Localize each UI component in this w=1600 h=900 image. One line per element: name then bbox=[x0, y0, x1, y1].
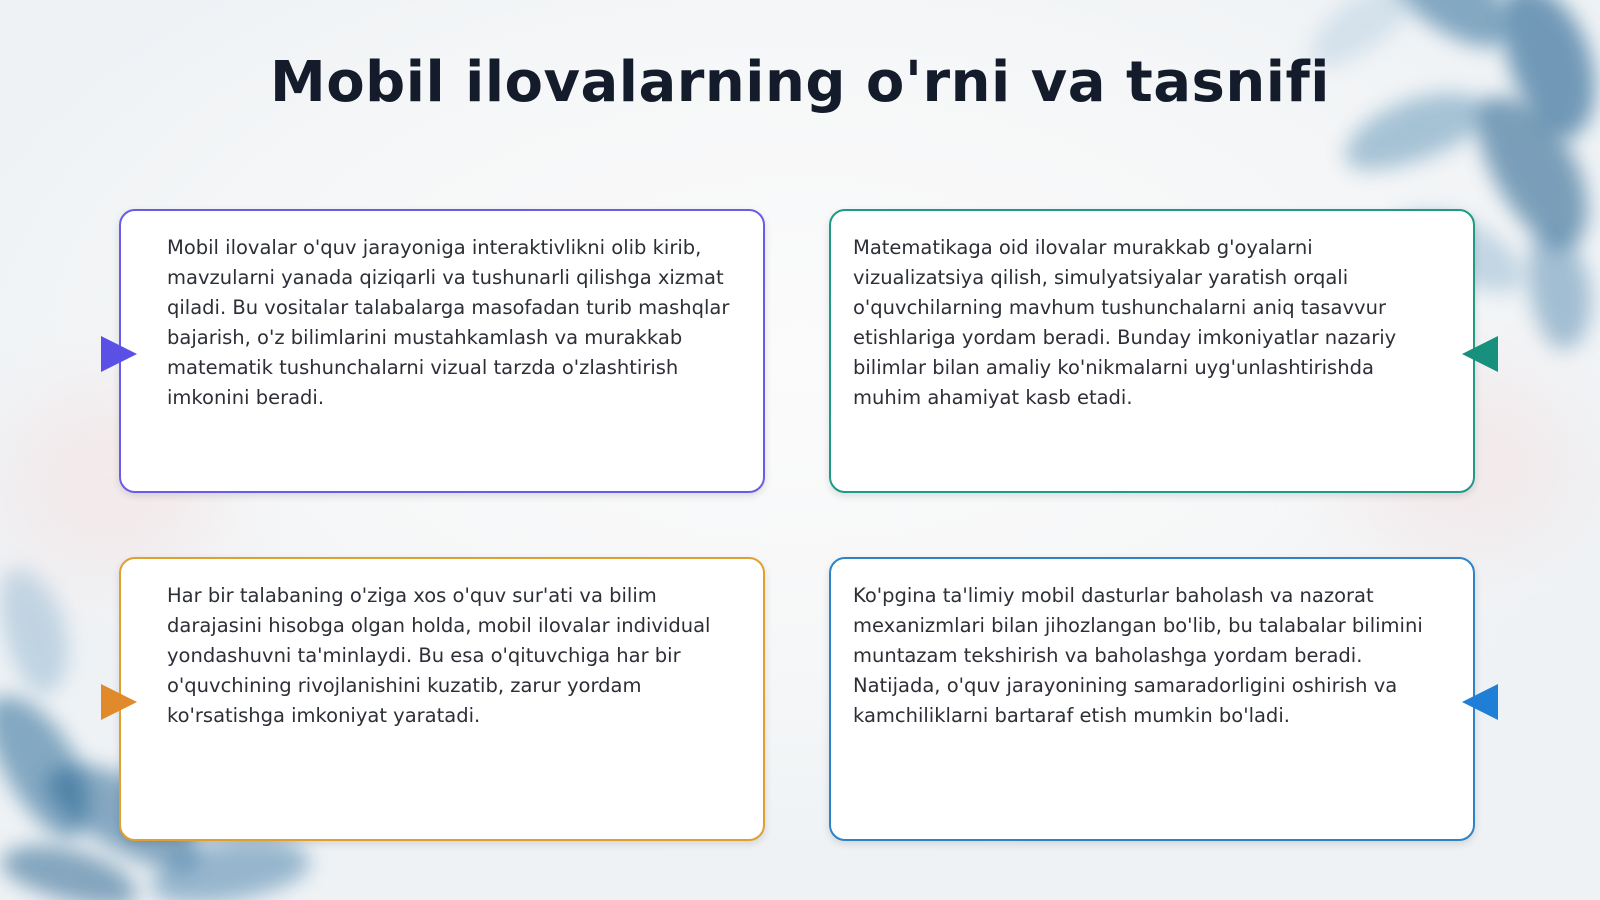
arrow-left-icon bbox=[1462, 684, 1498, 720]
leaf-decoration bbox=[1520, 226, 1600, 355]
arrow-left-icon bbox=[1462, 336, 1498, 372]
card-text: Ko'pgina ta'limiy mobil dasturlar baholash va nazorat mexanizmlari bilan jihozlangan bo'lib, bu talabalar bilimini muntazam tekshirish va baholashga yordam beradi. Natijada, o'quv jarayonining samaradorligini oshirish va kamchiliklarni bartaraf etish mumkin bo'ladi. bbox=[853, 584, 1423, 727]
arrow-right-icon bbox=[101, 684, 137, 720]
info-card-individual-approach bbox=[119, 557, 765, 841]
card-text: Mobil ilovalar o'quv jarayoniga interaktivlikni olib kirib, mavzularni yanada qiziqarli va tushunarli qilishga xizmat qiladi. Bu vositalar talabalarga masofadan turib mashqlar bajarish, o'z bilimlarini mustahkamlash va murakkab matematik tushunchalarni vizual tarzda o'zlashtirish imkonini beradi. bbox=[167, 236, 730, 409]
info-card-visualization bbox=[829, 209, 1475, 493]
arrow-right-icon bbox=[101, 336, 137, 372]
card-text: Har bir talabaning o'ziga xos o'quv sur'ati va bilim darajasini hisobga olgan holda, mobil ilovalar individual yondashuvni ta'minlaydi. Bu esa o'qituvchiga har bir o'quvchining rivojlanishini kuzatib, zarur yordam ko'rsatishga imkoniyat yaratadi. bbox=[167, 584, 711, 727]
leaf-decoration bbox=[0, 559, 81, 700]
info-card-interactivity bbox=[119, 209, 765, 493]
info-card-assessment bbox=[829, 557, 1475, 841]
slide-title: Mobil ilovalarning o'rni va tasnifi bbox=[269, 50, 1331, 115]
card-text: Matematikaga oid ilovalar murakkab g'oyalarni vizualizatsiya qilish, simulyatsiyalar yaratish orqali o'quvchilarning mavhum tushunchalarni aniq tasavvur etishlariga yordam beradi. Bunday imkoniyatlar nazariy bilimlar bilan amaliy ko'nikmalarni uyg'unlashtirishda muhim ahamiyat kasb etadi. bbox=[853, 236, 1397, 409]
